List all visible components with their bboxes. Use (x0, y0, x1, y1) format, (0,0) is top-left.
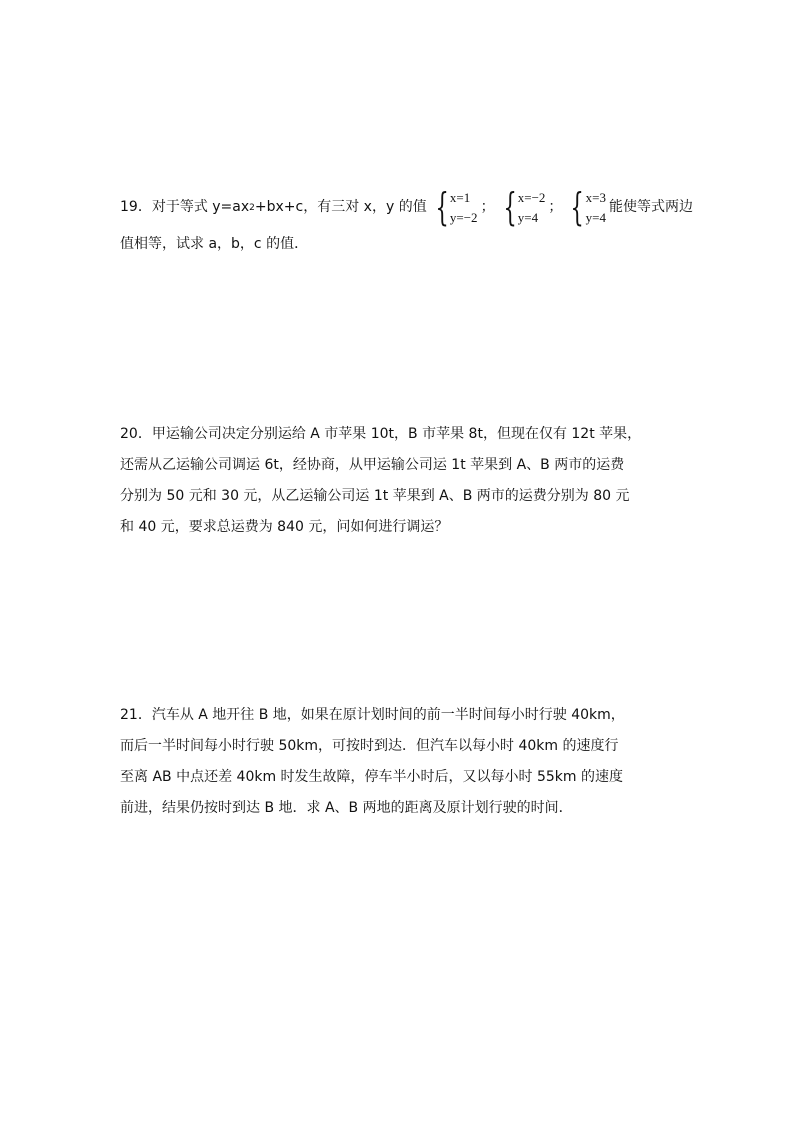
problem-21-line: 而后一半时间每小时行驶 50km，可按时到达．但汽车以每小时 40km 的速度行 (120, 738, 619, 754)
problem-19-text: 能使等式两边 (608, 199, 693, 215)
equation-system-2 (498, 184, 546, 229)
problem-21-line: 前进，结果仍按时到达 B 地．求 A、B 两地的距离及原计划行驶的时间． (120, 800, 573, 816)
problem-20-line: 和 40 元，要求总运费为 840 元，问如何进行调运？ (120, 519, 449, 535)
equation-x: x=1 (449, 189, 471, 205)
problem-20-line: 分别为 50 元和 30 元，从乙运输公司运 1t 苹果到 A、B 两市的运费分别为 80 元 (120, 488, 630, 504)
equation-y: y=4 (517, 209, 539, 225)
left-brace: { (435, 184, 449, 229)
problem-19 (120, 184, 693, 260)
equation-system-1 (430, 184, 478, 229)
equation-y: y=4 (585, 209, 606, 225)
problem-21-line: 21．汽车从 A 地开往 B 地，如果在原计划时间的前一半时间每小时行驶 40km， (120, 707, 625, 723)
equation-y: y=−2 (449, 209, 478, 225)
equation-system-3 (565, 184, 606, 229)
problem-20-line: 20．甲运输公司决定分别运给 A 市苹果 10t，B 市苹果 8t，但现在仅有 12t 苹果， (120, 426, 642, 442)
problem-19-text: 19．对于等式 y=ax (120, 199, 250, 215)
left-brace: { (570, 184, 585, 229)
problem-19-line-1: 19．对于等式 y=ax 2 +bx+c，有三对 x，y 的值 { x=1 y=−2 ； { x=−2 y=4 ； { x=3 y=4 能使等式两边 (120, 184, 693, 229)
problem-20 (120, 419, 680, 543)
problem-19-line-2: 值相等，试求 a，b，c 的值． (120, 236, 309, 252)
separator: ； (480, 199, 495, 215)
problem-19-text: +bx+c，有三对 x，y 的值 (254, 199, 427, 215)
equation-x: x=−2 (517, 189, 546, 205)
problem-20-line: 还需从乙运输公司调运 6t，经协商，从甲运输公司运 1t 苹果到 A、B 两市的运费 (120, 457, 625, 473)
separator: ； (548, 199, 563, 215)
problem-21-line: 至离 AB 中点还差 40km 时发生故障，停车半小时后，又以每小时 55km 的速度 (120, 769, 624, 785)
problem-21 (120, 700, 680, 824)
left-brace: { (503, 184, 517, 229)
equation-x: x=3 (585, 189, 606, 205)
